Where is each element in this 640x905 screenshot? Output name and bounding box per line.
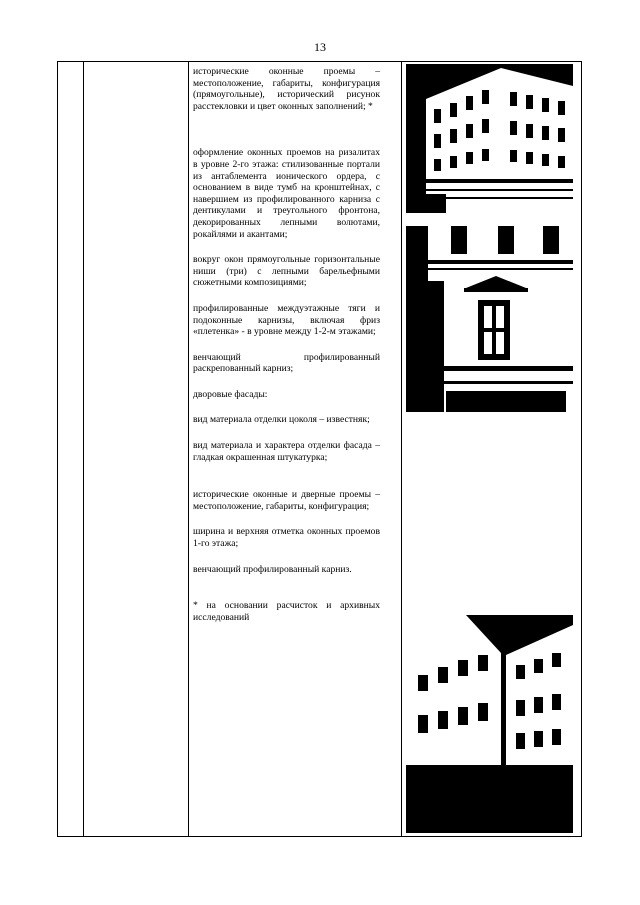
- paragraph-crowning-cornice: венчающий профилированный раскрепованный карниз;: [193, 351, 380, 375]
- paragraph-niches: вокруг окон прямоугольные горизонтальные ниши (три) с лепными барельефными сюжетными композициями;: [193, 254, 380, 289]
- paragraph-ground-floor: ширина и верхняя отметка оконных проемов 1-го этажа;: [193, 526, 380, 550]
- paragraph-window-portals: оформление оконных проемов на ризалитах в уровне 2-го этажа: стилизованные портали из антаблемента ионического ордера, с основанием в виде тумб на кронштейнах, с навершием из профилированного карниза с дентикулами и треугольного фронтона, декорированных лепными волютами, рокайлями и акантами;: [193, 147, 380, 240]
- paragraph-window-openings: исторические оконные проемы – местоположение, габариты, конфигурация (прямоугольные), исторический рисунок расстекловки и цвет оконных заполнений; *: [193, 66, 380, 112]
- column-divider: [401, 62, 402, 836]
- column-divider: [83, 62, 84, 836]
- courtyard-facade-photo: [406, 615, 573, 833]
- page-number: 13: [314, 40, 326, 54]
- paragraph-courtyard-cornice: венчающий профилированный карниз.: [193, 563, 352, 575]
- paragraph-footnote: * на основании расчисток и архивных исследований: [193, 600, 380, 623]
- paragraph-plinth: вид материала отделки цоколя – известняк;: [193, 414, 370, 426]
- building-corner-photo: [406, 64, 573, 213]
- paragraph-courtyard-openings: исторические оконные и дверные проемы – местоположение, габариты, конфигурация;: [193, 489, 380, 512]
- facade-portal-photo: [406, 226, 573, 412]
- paragraph-facade-finish: вид материала и характера отделки фасада – гладкая окрашенная штукатурка;: [193, 440, 380, 463]
- column-divider: [188, 62, 189, 836]
- paragraph-courtyard-heading: дворовые фасады:: [193, 388, 268, 400]
- description-cell: [193, 66, 380, 623]
- monument-table: [57, 61, 582, 837]
- paragraph-cornices: профилированные междуэтажные тяги и подоконные карнизы, включая фриз «плетенка» - в уровне между 1-2-м этажами;: [193, 302, 380, 338]
